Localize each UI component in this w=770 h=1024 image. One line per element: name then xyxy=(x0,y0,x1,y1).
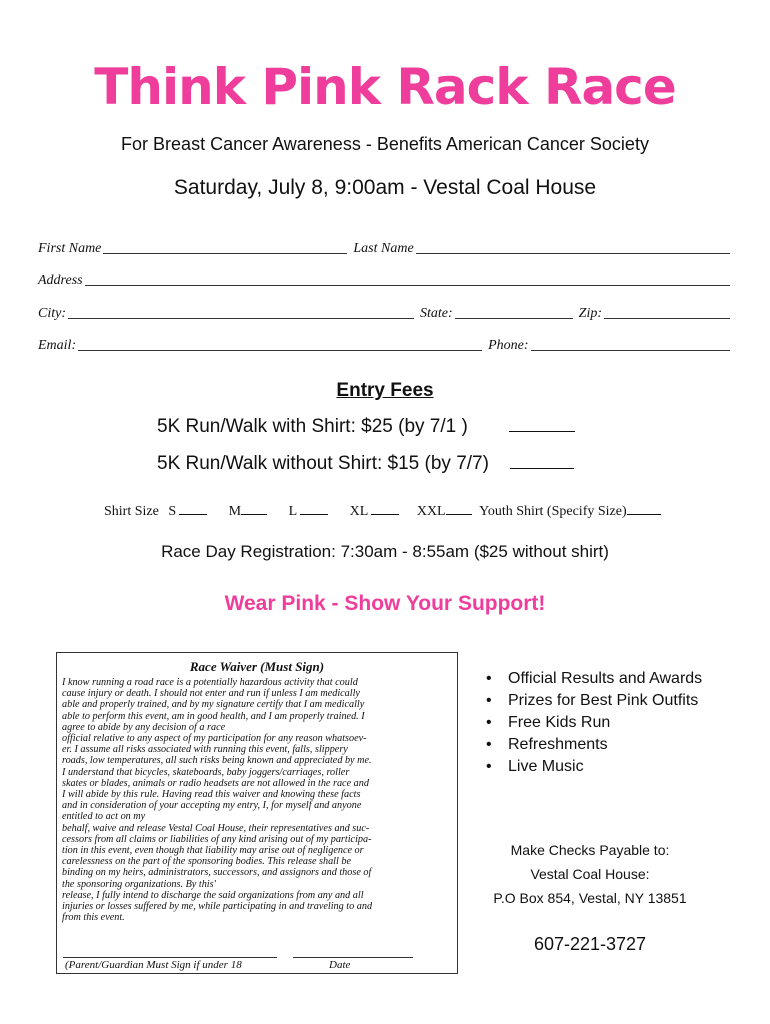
size-m-blank[interactable] xyxy=(241,514,267,515)
waiver-box xyxy=(56,652,458,974)
size-s-blank[interactable] xyxy=(179,514,207,515)
waiver-line: able to perform this event, am in good health, and I am properly trained. I xyxy=(62,710,365,722)
last-name-label: Last Name xyxy=(353,241,414,256)
waiver-line: carelessness on the part of the sponsoring bodies. This release shall be xyxy=(62,856,352,868)
waiver-line: I understand that bicycles, skateboards, baby joggers/carriages, roller xyxy=(62,766,350,778)
page-title: Think Pink Rack Race xyxy=(94,58,676,116)
youth-shirt-label: Youth Shirt (Specify Size) xyxy=(479,504,627,519)
shirt-size-row xyxy=(104,504,661,520)
fee-with-shirt-label: 5K Run/Walk with Shirt: $25 (by 7/1 ) xyxy=(157,416,468,437)
city-field[interactable] xyxy=(68,318,414,319)
event-date-location: Saturday, July 8, 9:00am - Vestal Coal House xyxy=(173,176,597,199)
fee-without-shirt-label: 5K Run/Walk without Shirt: $15 (by 7/7) xyxy=(157,453,489,474)
waiver-line: official relative to any aspect of my participation for any reason whatsoev- xyxy=(62,733,367,745)
date-line[interactable] xyxy=(293,957,413,958)
email-label: Email: xyxy=(38,338,77,353)
fee-without-shirt-row xyxy=(157,453,574,475)
youth-shirt-blank[interactable] xyxy=(627,514,661,515)
fee-without-shirt-blank[interactable] xyxy=(510,468,574,469)
payment-line-2: Vestal Coal House: xyxy=(530,866,650,882)
list-item: • Prizes for Best Pink Outfits xyxy=(486,690,702,712)
state-field[interactable] xyxy=(455,318,573,319)
perks-list xyxy=(486,668,702,778)
payment-line-3: P.O Box 854, Vestal, NY 13851 xyxy=(493,890,687,906)
size-l-blank[interactable] xyxy=(300,514,328,515)
waiver-line: able and properly trained, and by my signature certify that I am medically xyxy=(62,699,365,711)
phone-field[interactable] xyxy=(531,350,730,351)
payment-info xyxy=(470,838,710,910)
size-xl-blank[interactable] xyxy=(371,514,399,515)
waiver-line: release, I fully intend to discharge the said organizations from any and all xyxy=(62,889,364,901)
name-row xyxy=(38,241,730,257)
waiver-line: er. I assume all risks associated with running this event, falls, slippery xyxy=(62,744,348,756)
state-label: State: xyxy=(420,306,453,321)
size-l-label: L xyxy=(288,504,298,519)
size-xl-label: XL xyxy=(349,504,369,519)
waiver-line: I know running a road race is a potentially hazardous activity that could xyxy=(62,677,358,688)
signature-line[interactable] xyxy=(63,957,277,958)
list-item: • Refreshments xyxy=(486,734,702,756)
size-xxl-blank[interactable] xyxy=(446,514,472,515)
address-row xyxy=(38,273,730,289)
last-name-field[interactable] xyxy=(416,253,730,254)
waiver-line: entitled to act on my xyxy=(62,811,146,823)
shirt-size-label: Shirt Size xyxy=(104,504,159,519)
zip-field[interactable] xyxy=(604,318,730,319)
contact-phone: 607-221-3727 xyxy=(533,934,647,954)
fee-with-shirt-row xyxy=(157,416,575,438)
address-label: Address xyxy=(38,273,83,288)
waiver-line: from this event. xyxy=(62,912,125,924)
first-name-label: First Name xyxy=(38,241,102,256)
waiver-text xyxy=(62,677,454,923)
race-day-registration: Race Day Registration: 7:30am - 8:55am ($25 without shirt) xyxy=(161,542,609,561)
waiver-line: injuries or losses suffered by me, while participating in and traveling to and xyxy=(62,901,373,913)
date-caption: Date xyxy=(329,959,351,971)
entry-fees-heading: Entry Fees xyxy=(336,380,434,401)
first-name-field[interactable] xyxy=(103,253,347,254)
list-item: • Official Results and Awards xyxy=(486,668,702,690)
waiver-line: agree to abide by any decision of a race xyxy=(62,721,226,733)
waiver-line: I will abide by this rule. Having read this waiver and knowing these facts xyxy=(62,789,361,801)
slogan: Wear Pink - Show Your Support! xyxy=(224,592,546,615)
waiver-line: skates or blades, animals or radio headsets are not allowed in the race and xyxy=(62,777,369,789)
fee-with-shirt-blank[interactable] xyxy=(509,431,575,432)
list-item: • Free Kids Run xyxy=(486,712,702,734)
size-m-label: M xyxy=(228,504,242,519)
phone-label: Phone: xyxy=(488,338,529,353)
size-s-label: S xyxy=(168,504,177,519)
signature-caption: (Parent/Guardian Must Sign if under 18 xyxy=(65,959,242,971)
address-field[interactable] xyxy=(85,285,730,286)
waiver-title: Race Waiver (Must Sign) xyxy=(189,659,325,674)
waiver-line: and in consideration of your accepting my entry, I, for myself and anyone xyxy=(62,800,362,812)
waiver-line: roads, low temperatures, all such risks being known and appreciated by me. xyxy=(62,755,372,767)
subtitle: For Breast Cancer Awareness - Benefits American Cancer Society xyxy=(121,134,649,154)
email-field[interactable] xyxy=(78,350,482,351)
zip-label: Zip: xyxy=(578,306,602,321)
waiver-line: behalf, waive and release Vestal Coal House, their representatives and suc- xyxy=(62,822,370,834)
list-item: • Live Music xyxy=(486,756,702,778)
payment-line-1: Make Checks Payable to: xyxy=(510,842,670,858)
email-row xyxy=(38,338,730,354)
size-xxl-label: XXL xyxy=(416,504,446,519)
waiver-line: binding on my heirs, administrators, successors, and assignors and those of xyxy=(62,867,372,879)
city-row xyxy=(38,306,730,322)
city-label: City: xyxy=(38,306,66,321)
waiver-line: cause injury or death. I should not enter and run if unless I am medically xyxy=(62,688,360,700)
waiver-line: cessors from all claims or liabilities of any kind arising out of my participa- xyxy=(62,833,372,845)
waiver-line: tion in this event, even though that liability may arise out of negligence or xyxy=(62,845,364,857)
waiver-line: the sponsoring organizations. By this' xyxy=(62,878,216,890)
